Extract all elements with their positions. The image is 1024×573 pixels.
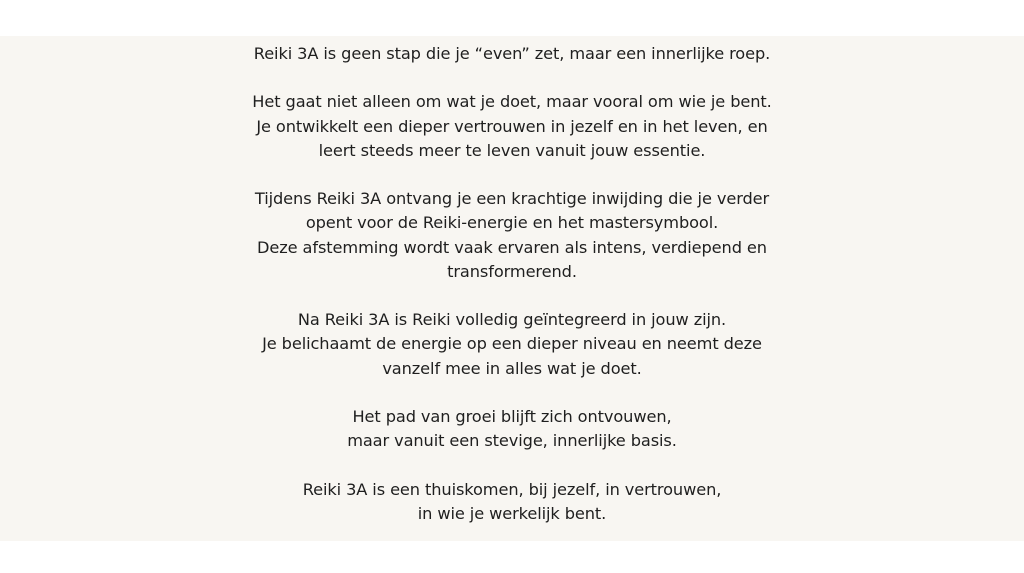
- text-block: [0, 42, 1024, 526]
- text-line: Reiki 3A is een thuiskomen, bij jezelf, in vertrouwen,: [302, 479, 722, 499]
- text-line: maar vanuit een stevige, innerlijke basis.: [347, 431, 677, 451]
- paragraph-5: [0, 405, 1024, 453]
- text-line: opent voor de Reiki-energie en het mastersymbool.: [305, 213, 719, 233]
- paragraph-1: [0, 42, 1024, 66]
- text-line: Tijdens Reiki 3A ontvang je een krachtige inwijding die je verder: [254, 189, 770, 209]
- text-line: Na Reiki 3A is Reiki volledig geïntegreerd in jouw zijn.: [297, 310, 727, 330]
- text-line: leert steeds meer te leven vanuit jouw essentie.: [318, 140, 706, 160]
- text-line: Je belichaamt de energie op een dieper niveau en neemt deze: [262, 334, 762, 354]
- content-panel: [0, 36, 1024, 541]
- text-line: transformerend.: [447, 261, 577, 281]
- paragraph-2: [0, 90, 1024, 163]
- text-line: Reiki 3A is geen stap die je “even” zet, maar een innerlijke roep.: [253, 44, 771, 63]
- text-line: in wie je werkelijk bent.: [417, 503, 607, 523]
- paragraph-6: [0, 478, 1024, 526]
- text-line: Je ontwikkelt een dieper vertrouwen in jezelf en in het leven, en: [256, 116, 768, 136]
- paragraph-3: [0, 187, 1024, 284]
- text-line: vanzelf mee in alles wat je doet.: [382, 358, 642, 378]
- text-line: Het gaat niet alleen om wat je doet, maar vooral om wie je bent.: [252, 92, 772, 112]
- paragraph-4: [0, 308, 1024, 381]
- text-line: Deze afstemming wordt vaak ervaren als intens, verdiepend en: [257, 237, 767, 257]
- text-line: Het pad van groei blijft zich ontvouwen,: [352, 406, 672, 426]
